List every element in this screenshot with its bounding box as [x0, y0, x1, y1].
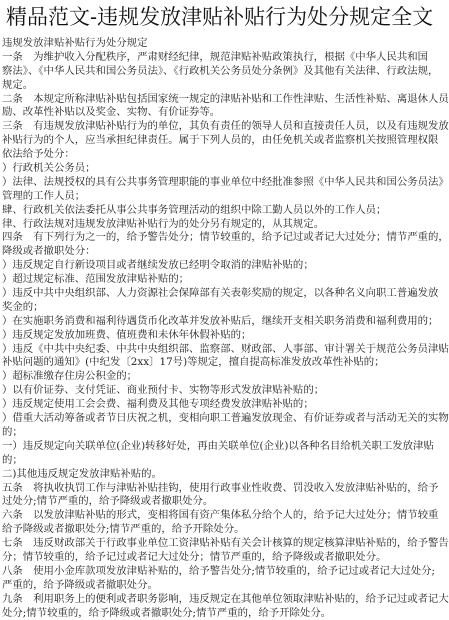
- text-line: 律、行政法规对违规发放津贴补贴行为的处分另有规定的，从其规定。: [2, 217, 325, 230]
- text-line: ）在实施职务消费和福利待遇货币化改革并发放补贴后，继续开支相关职务消费和福利费用的；: [2, 314, 439, 327]
- text-line: 补贴行为的个人，应当承担纪律责任。属于下列人员的，由任免机关或者监察机关按照管理权限: [2, 134, 439, 147]
- text-line: ）以有价证券、支付凭证、商业预付卡、实物等形式发放津贴补贴的；: [2, 384, 325, 397]
- text-line: ）超标准缴存住房公积金的；: [2, 370, 138, 383]
- text-line: ）违反规定发放加班费、值班费和未休年休假补贴的；: [2, 328, 252, 341]
- text-line: 的；: [2, 453, 23, 466]
- text-line: 七条 违反财政部关于行政事业单位工资津贴补贴有关会计核算的规定核算津贴补贴的，给予警告: [2, 537, 449, 550]
- text-lines: [0, 37, 449, 620]
- text-line: ）违反规定使用工会会费、福利费及其他专项经费发放津贴补贴的；: [2, 398, 314, 411]
- text-line: 六条 以发放津贴补贴的形式，变相将国有资产集体私分给个人的，给予记大过处分；情节较重: [2, 509, 439, 522]
- text-line: 九条 利用职务上的便利或者职务影响，违反规定在其他单位领取津贴补贴的，给予记过或者记大: [2, 592, 449, 605]
- text-line: 奖金的；: [2, 300, 44, 313]
- text-line: 八条 使用小金库款项发放津贴补贴的，给予警告处分;情节较重的，给予记过或者记大过处分;: [2, 564, 436, 577]
- text-line: 规定。: [2, 78, 34, 91]
- text-line: 严重的，给予降级或者撤职处分。: [2, 578, 158, 591]
- text-line: 二)其他违反规定发放津贴补贴的。: [2, 467, 162, 480]
- text-line: 管理的工作人员；: [2, 189, 86, 202]
- text-line: 察法》、《中华人民共和国公务员法》、《行政机关公务员处分条例》及其他有关法律、行政法规，: [2, 64, 439, 77]
- text-line: 五条 将执收执罚工作与津贴补贴挂钩，使用行政事业性收费、罚没收入发放津贴补贴的，给予: [2, 481, 439, 494]
- text-line: ）法律、法规授权的具有公共事务管理职能的事业单位中经批准参照《中华人民共和国公务员法》: [2, 175, 449, 188]
- text-line: 过处分;情节严重的，给予降级或者撤职处分。: [2, 495, 214, 508]
- document-title: 精品范文-违规发放津贴补贴行为处分规定全文: [6, 5, 434, 29]
- text-line: ）违反规定自行新设项目或者继续发放已经明令取消的津贴补贴的；: [2, 259, 314, 272]
- text-line: 四条 有下列行为之一的，给予警告处分；情节较重的，给予记过或者记大过处分；情节严重的，: [2, 231, 449, 244]
- text-line: ）违反中共中央组织部、人力资源社会保障部有关表彰奖励的规定，以各种名义向职工普遍发放: [2, 287, 439, 300]
- text-line: 一）违反规定向关联单位(企业)转移好处，再由关联单位(企业)以各种名目给机关职工发放津贴: [2, 439, 434, 452]
- text-line: 的；: [2, 425, 23, 438]
- text-line: 违规发放津贴补贴行为处分规定: [2, 37, 148, 49]
- text-line: 依法给予处分：: [2, 148, 75, 161]
- text-line: 补贴问题的通知》(中纪发〔2xx〕17号)等规定，擅自提高标准发放改革性补贴的；: [2, 356, 385, 369]
- text-line: ）超过规定标准、范围发放津贴补贴的；: [2, 273, 190, 286]
- text-line: 降级或者撤职处分：: [2, 245, 96, 258]
- document-body: [0, 37, 449, 619]
- text-line: 分；情节较重的，给予记过或者记大过处分；情节严重的，给予降级或者撤职处分。: [2, 550, 387, 563]
- text-line: ）行政机关公务员；: [2, 162, 96, 175]
- text-line: 三条 有违规发放津贴补贴行为的单位，其负有责任的领导人员和直接责任人员，以及有违规发放: [2, 120, 449, 133]
- text-line: 处分;情节较重的，给予降级或者撤职处分;情节严重的，给予开除处分。: [2, 606, 332, 619]
- title-bar: [0, 0, 434, 36]
- text-line: 励、改革性补贴以及奖金、实物、有价证券等。: [2, 106, 221, 119]
- text-line: ）违反《中共中央纪委、中共中央组织部、监察部、财政部、人事部、审计署关于规范公务员津贴: [2, 342, 449, 355]
- text-line: 给予降级或者撤职处分;情节严重的，给予开除处分。: [2, 523, 245, 536]
- text-line: ）借重大活动筹备或者节日庆祝之机，变相向职工普遍发放现金、有价证券或者与活动无关的实物: [2, 412, 449, 425]
- text-line: 一条 为维护收入分配秩序，严肃财经纪律，规范津贴补贴政策执行，根据《中华人民共和国: [2, 50, 429, 63]
- text-line: 肆、行政机关依法委托从事公共事务管理活动的组织中除工勤人员以外的工作人员；: [2, 203, 387, 216]
- text-line: 二条 本规定所称津贴补贴包括国家统一规定的津贴补贴和工作性津贴、生活性补贴、离退休人员: [2, 92, 449, 105]
